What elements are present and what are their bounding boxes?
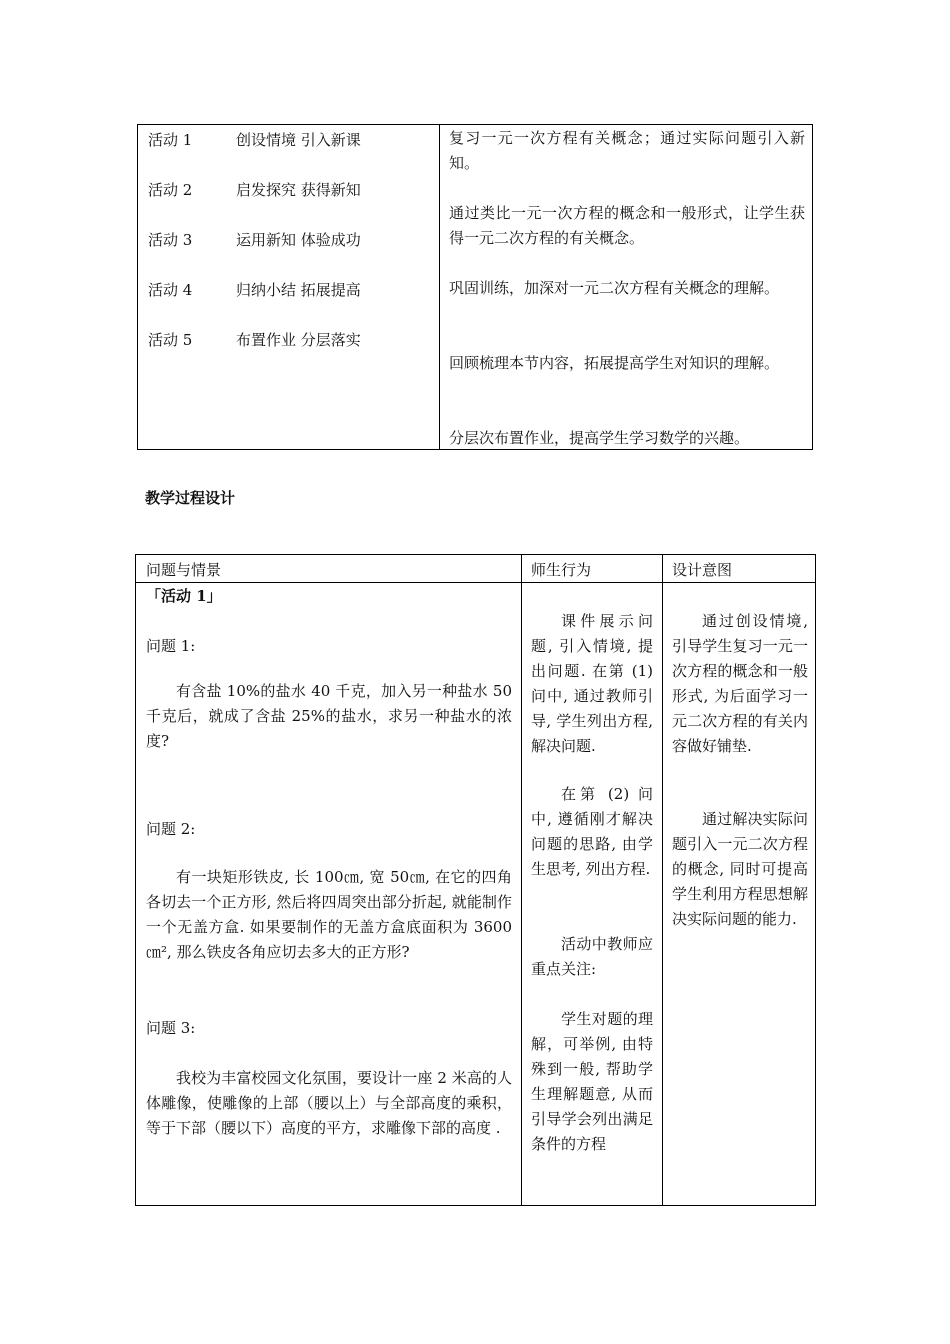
behavior-1: 课件展示问题, 引入情境, 提出问题. 在第 (1) 问中, 通过教师引导, 学生列出方程, 解决问题. [531,612,653,755]
header-intent: 设计意图 [672,561,733,579]
intent-1: 通过创设情境, 引导学生复习一元一次方程的概念和一般形式, 为后面学习一元二次方程的有关内容做好铺垫. [672,612,808,755]
problem-2-label: 问题 2: [146,820,196,838]
problem-2-text: 有一块矩形铁皮, 长 100㎝, 宽 50㎝, 在它的四角各切去一个正方形, 然后将四周突出部分折起, 就能制作一个无盖方盒. 如果要制作的无盖方盒底面积为 3600㎝², 那么铁皮各角应切去多大的正方形? [146,868,512,961]
activity-number: 活动 4 [148,281,193,299]
section-title: 教学过程设计 [145,489,236,507]
header-behavior: 师生行为 [531,561,592,579]
activity-row-2 [148,179,361,200]
problem-1-text: 有含盐 10%的盐水 40 千克，加入另一种盐水 50 千克后，就成了含盐 25%的盐水，求另一种盐水的浓度? [146,682,512,750]
activity-number: 活动 2 [148,181,193,199]
activity-number: 活动 5 [148,331,193,349]
behavior-4: 学生对题的理解，可举例, 由特殊到一般, 帮助学生理解题意, 从而引导学会列出满足条件的方程 [531,1010,653,1153]
intent-2: 通过解决实际问题引入一元二次方程的概念, 同时可提高学生利用方程思想解决实际问题的能力. [672,810,808,928]
activity-title: 创设情境 引入新课 [236,131,361,149]
problem-3-label: 问题 3: [146,1019,196,1037]
goal-5: 分层次布置作业，提高学生学习数学的兴趣。 [449,429,750,447]
activity-number: 活动 3 [148,231,193,249]
problem-1-label: 问题 1: [146,637,196,655]
activity-label: 「活动 1」 [146,587,222,605]
activity-title: 运用新知 体验成功 [236,231,361,249]
behavior-2: 在第 (2) 问中, 遵循刚才解决问题的思路, 由学生思考, 列出方程. [531,785,653,878]
activity-row-5 [148,329,361,350]
goal-1: 复习一元一次方程有关概念；通过实际问题引入新知。 [449,129,805,172]
column-divider [662,555,663,1205]
activity-overview-table [137,124,813,450]
teaching-process-table [135,554,816,1206]
activity-row-1 [148,129,361,150]
header-problem: 问题与情景 [146,561,222,579]
activity-row-3 [148,229,361,250]
behavior-3: 活动中教师应重点关注: [531,935,653,978]
activity-title: 归纳小结 拓展提高 [236,281,361,299]
activity-number: 活动 1 [148,131,193,149]
header-divider [136,582,815,583]
activity-title: 布置作业 分层落实 [236,331,361,349]
problem-3-text: 我校为丰富校园文化氛围，要设计一座 2 米高的人体雕像，使雕像的上部（腰以上）与全部高度的乘积，等于下部（腰以下）高度的平方，求雕像下部的高度 . [146,1069,512,1137]
activity-title: 启发探究 获得新知 [236,181,361,199]
goal-4: 回顾梳理本节内容，拓展提高学生对知识的理解。 [449,354,780,372]
goal-3: 巩固训练，加深对一元二次方程有关概念的理解。 [449,279,780,297]
column-divider [521,555,522,1205]
goal-2: 通过类比一元一次方程的概念和一般形式，让学生获得一元二次方程的有关概念。 [449,204,805,247]
activity-row-4 [148,279,361,300]
column-divider [439,125,440,449]
